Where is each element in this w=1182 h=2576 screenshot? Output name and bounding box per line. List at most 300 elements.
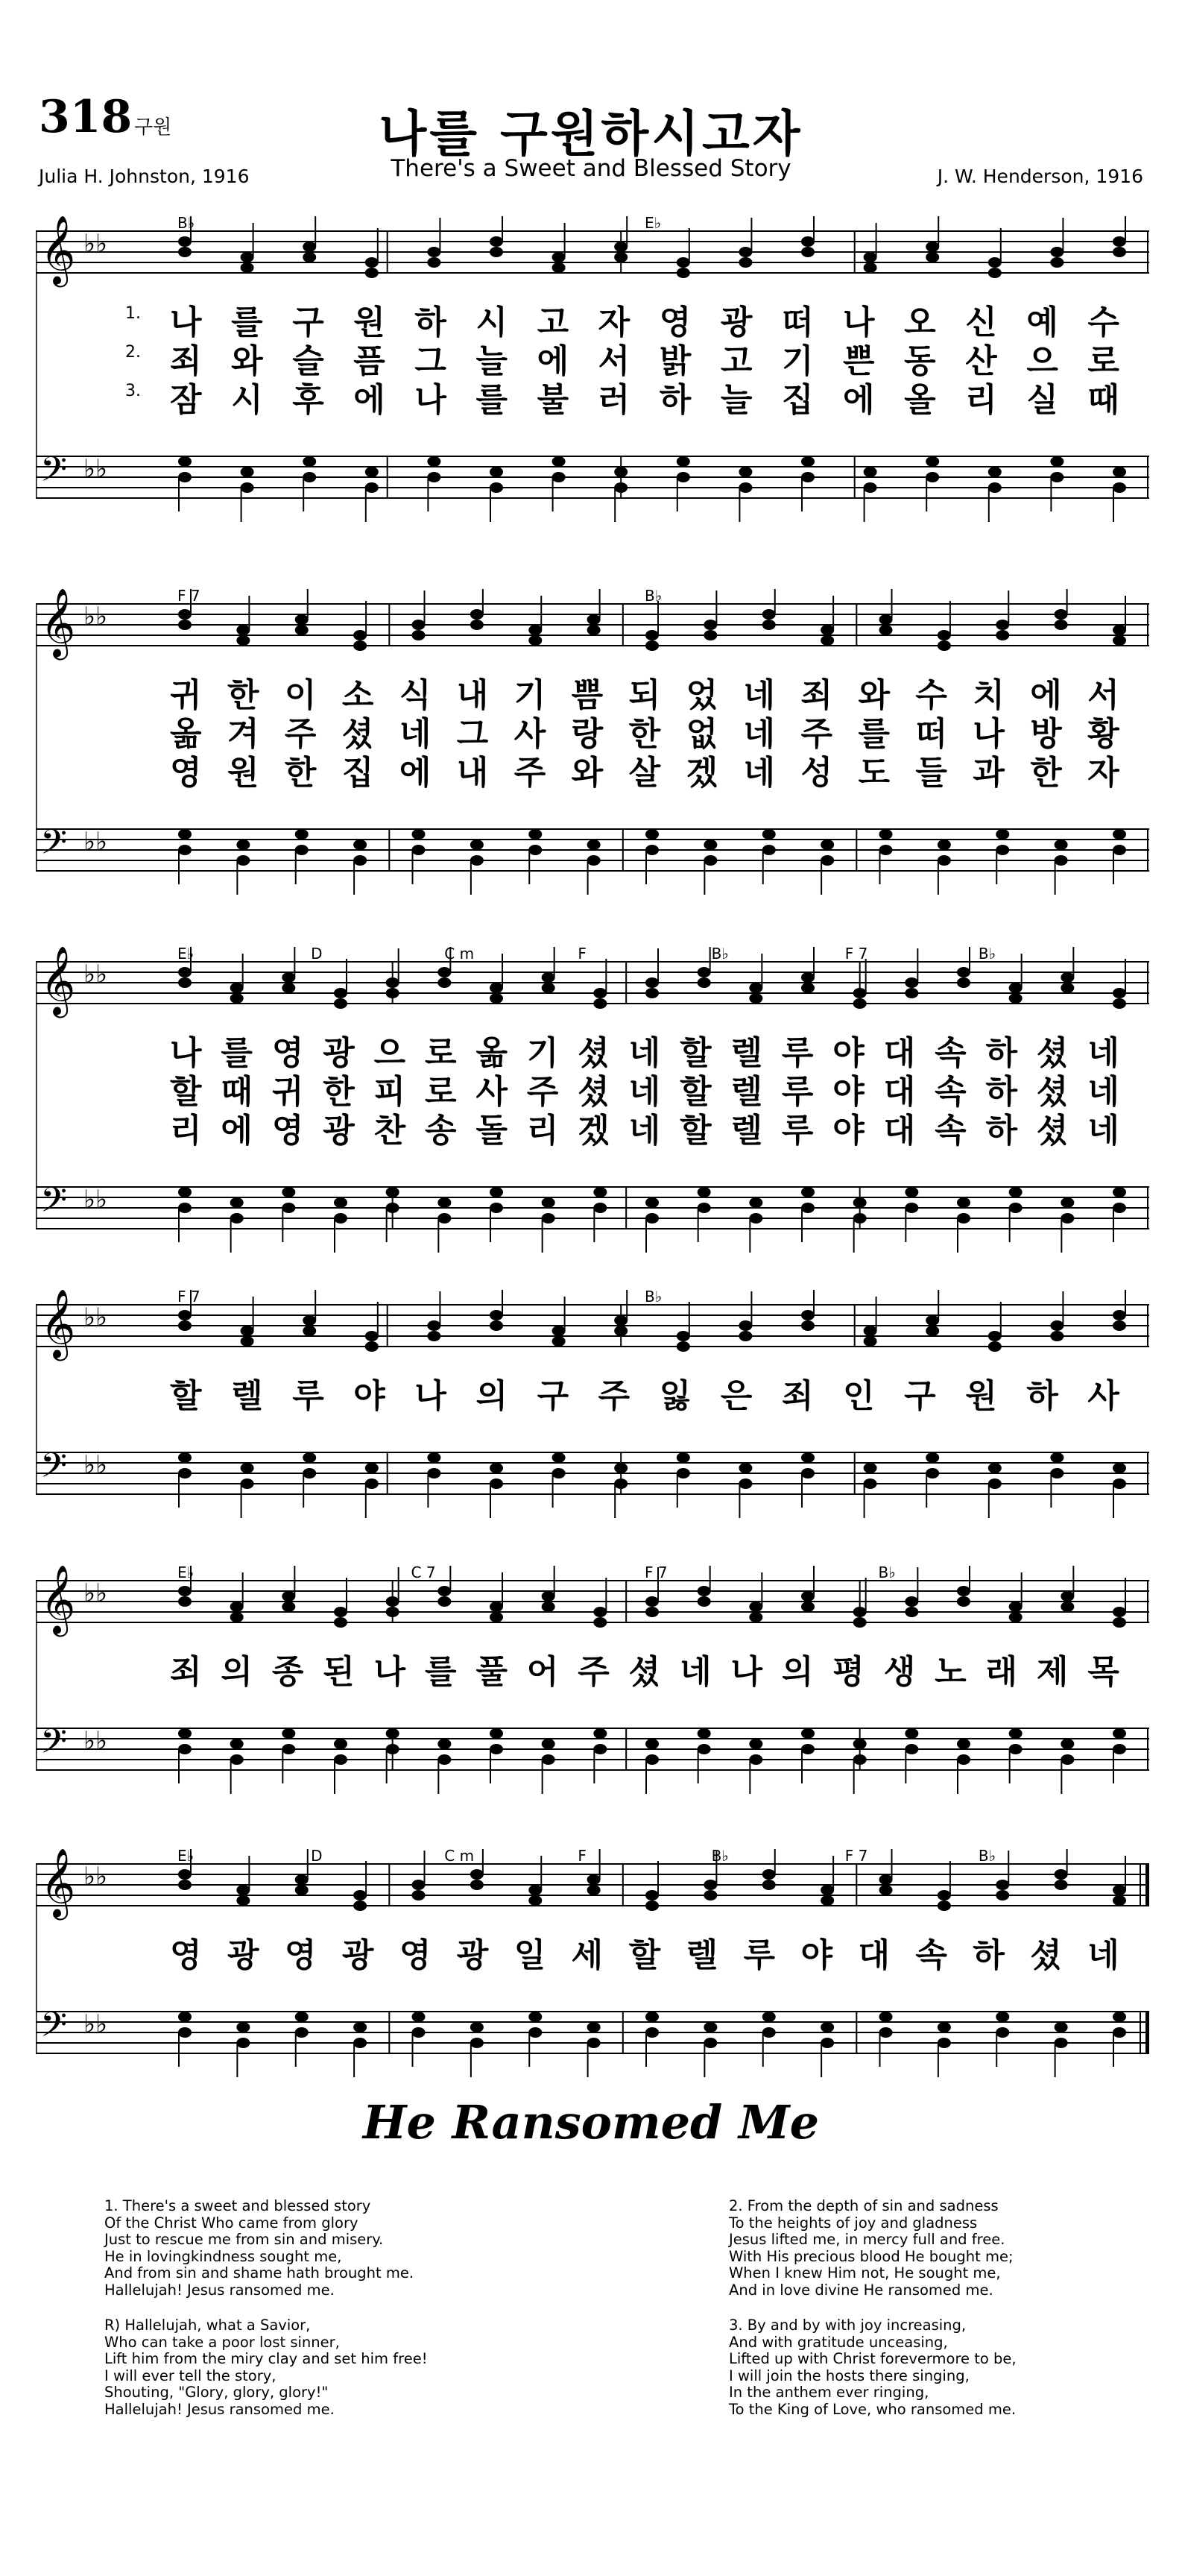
tenor-notehead — [1113, 829, 1126, 840]
lyric-syllable: 영 — [659, 303, 692, 341]
alto-notehead — [821, 1895, 834, 1906]
tenor-notehead — [879, 2012, 893, 2022]
verse-number: 2. — [125, 343, 141, 362]
key-signature-flats: ♭♭ — [83, 1726, 108, 1756]
melody-notehead — [879, 1874, 893, 1885]
melody-notehead — [427, 1320, 440, 1331]
tenor-notehead — [552, 1452, 566, 1463]
melody-notehead — [437, 967, 451, 977]
bass-notehead — [801, 1203, 815, 1213]
chord-symbol: E♭ — [177, 1566, 195, 1581]
key-signature-flats: ♭♭ — [83, 1862, 108, 1892]
bass-notehead — [353, 2038, 367, 2048]
lyric-syllable: 원 — [353, 303, 385, 341]
chord-symbol: F 7 — [645, 1566, 668, 1581]
chord-symbol: B♭ — [978, 947, 996, 963]
lyric-syllable: 예 — [1026, 303, 1058, 341]
lyric-syllable: 하 — [659, 381, 692, 419]
bass-notehead — [801, 472, 815, 482]
lyric-syllable: 산 — [965, 342, 997, 380]
bass-notehead — [303, 472, 316, 482]
bass-notehead — [178, 472, 192, 482]
melody-notehead — [645, 1890, 659, 1900]
alto-notehead — [303, 1326, 316, 1336]
alto-notehead — [282, 983, 295, 993]
alto-notehead — [645, 1607, 659, 1617]
lyric-syllable: 에 — [537, 342, 569, 380]
chord-symbol: F 7 — [844, 947, 868, 963]
tenor-notehead — [864, 1463, 877, 1473]
melody-notehead — [1009, 1602, 1023, 1612]
melody-notehead — [1113, 236, 1126, 247]
tenor-notehead — [645, 829, 659, 840]
melody-notehead — [1113, 1885, 1126, 1895]
lyric-syllable: 사 — [1087, 1377, 1119, 1415]
stanza-line: Of the Christ Who came from glory — [104, 2214, 358, 2232]
bass-notehead — [470, 855, 484, 866]
lyric-syllable: 귀 — [170, 676, 202, 714]
bass-notehead — [490, 1203, 503, 1213]
melody-notehead — [178, 609, 192, 620]
lyric-syllable: 주 — [513, 754, 546, 792]
alto-notehead — [334, 1617, 347, 1628]
bass-notehead — [542, 1213, 555, 1224]
lyric-line — [170, 1928, 1119, 1976]
lyric-syllable: 야 — [832, 1112, 865, 1150]
melody-notehead — [801, 972, 815, 983]
tenor-notehead — [996, 2012, 1009, 2022]
lyric-syllable: 와 — [858, 676, 890, 714]
tenor-notehead — [528, 2012, 542, 2022]
melody-notehead — [178, 1869, 192, 1880]
tenor-notehead — [739, 1463, 752, 1473]
alto-notehead — [437, 977, 451, 988]
lyric-syllable: 한 — [227, 676, 259, 714]
melody-notehead — [490, 1310, 503, 1320]
alto-notehead — [801, 1602, 815, 1612]
tenor-notehead — [412, 829, 426, 840]
lyric-syllable: 에 — [399, 754, 432, 792]
lyric-syllable: 대 — [858, 1936, 890, 1974]
melody-notehead — [1113, 988, 1126, 998]
lyric-syllable: 귀 — [271, 1073, 304, 1111]
lyric-syllable: 속 — [935, 1034, 967, 1072]
alto-notehead — [241, 1336, 254, 1347]
alto-notehead — [178, 247, 192, 257]
melody-notehead — [704, 620, 717, 630]
tenor-notehead — [241, 467, 254, 477]
melody-notehead — [178, 236, 192, 247]
tenor-notehead — [178, 1728, 192, 1739]
tenor-notehead — [587, 840, 601, 850]
tenor-notehead — [801, 1728, 815, 1739]
hymn-subtitle: There's a Sweet and Blessed Story — [391, 155, 791, 182]
bass-notehead — [938, 2038, 951, 2048]
bass-notehead — [334, 1754, 347, 1765]
tenor-notehead — [470, 840, 484, 850]
melody-notehead — [587, 1874, 601, 1885]
treble-clef: 𝄞 — [40, 1290, 76, 1358]
lyric-syllable: 랑 — [571, 715, 604, 753]
lyric-syllable: 에 — [353, 381, 385, 419]
lyric-syllable: 기 — [781, 342, 814, 380]
lyric-syllable: 하 — [985, 1073, 1018, 1111]
alto-notehead — [1113, 1617, 1126, 1628]
tenor-notehead — [1050, 1452, 1064, 1463]
melody-notehead — [905, 1596, 918, 1607]
alto-notehead — [1113, 998, 1126, 1009]
stanza-line: To the King of Love, who ransomed me. — [729, 2400, 1017, 2418]
lyric-syllable: 도 — [858, 754, 890, 792]
bass-clef: 𝄢 — [40, 1180, 68, 1229]
lyric-syllable: 리 — [965, 381, 997, 419]
lyric-syllable: 하 — [985, 1034, 1018, 1072]
tenor-notehead — [821, 2022, 834, 2032]
lyric-syllable: 노 — [935, 1653, 967, 1691]
tenor-notehead — [178, 829, 192, 840]
tenor-notehead — [1113, 2012, 1126, 2022]
tenor-notehead — [1009, 1728, 1023, 1739]
tenor-notehead — [905, 1187, 918, 1197]
alto-notehead — [1113, 1895, 1126, 1906]
bass-notehead — [645, 1754, 659, 1765]
melody-notehead — [698, 967, 711, 977]
bass-notehead — [1113, 482, 1126, 493]
tenor-notehead — [1113, 467, 1126, 477]
tenor-notehead — [879, 829, 893, 840]
bass-notehead — [230, 1213, 244, 1224]
lyric-syllable: 떠 — [781, 303, 814, 341]
lyric-syllable: 래 — [985, 1653, 1018, 1691]
lyric-syllable: 그 — [414, 342, 446, 380]
melody-notehead — [427, 247, 440, 257]
alto-notehead — [334, 998, 347, 1009]
bass-notehead — [749, 1754, 762, 1765]
lyric-syllable: 쁜 — [843, 342, 875, 380]
tenor-notehead — [295, 2012, 309, 2022]
melody-notehead — [236, 1885, 250, 1895]
bass-notehead — [241, 1478, 254, 1489]
alto-notehead — [1055, 1880, 1068, 1890]
lyric-syllable: 고 — [537, 303, 569, 341]
melody-notehead — [1055, 1869, 1068, 1880]
lyric-syllable: 광 — [227, 1936, 259, 1974]
lyric-syllable: 겠 — [686, 754, 718, 792]
alto-notehead — [230, 993, 244, 1004]
chord-symbol: B♭ — [978, 1849, 996, 1865]
lyric-syllable: 주 — [284, 715, 317, 753]
bass-notehead — [938, 855, 951, 866]
alto-notehead — [528, 635, 542, 646]
lyric-syllable: 속 — [935, 1073, 967, 1111]
melody-notehead — [1050, 1320, 1064, 1331]
lyric-syllable: 목 — [1087, 1653, 1119, 1691]
tenor-notehead — [704, 840, 717, 850]
lyric-syllable: 오 — [904, 303, 936, 341]
alto-notehead — [295, 625, 309, 635]
bass-notehead — [412, 845, 426, 855]
lyric-syllable: 한 — [1030, 754, 1062, 792]
lyric-syllable: 셨 — [1036, 1034, 1069, 1072]
lyric-syllable: 나 — [414, 1377, 446, 1415]
tenor-notehead — [988, 1463, 1002, 1473]
chord-symbol: D — [311, 1849, 323, 1865]
lyric-syllable: 나 — [730, 1653, 762, 1691]
lyric-syllable: 나 — [170, 1034, 202, 1072]
lyric-syllable: 송 — [425, 1112, 457, 1150]
lyric-syllable: 수 — [915, 676, 947, 714]
tenor-notehead — [677, 1452, 690, 1463]
lyric-syllable: 할 — [680, 1034, 712, 1072]
lyric-syllable: 렐 — [730, 1112, 762, 1150]
lyric-line — [125, 373, 1119, 421]
melody-notehead — [677, 1331, 690, 1341]
lyric-syllable: 한 — [284, 754, 317, 792]
bass-notehead — [1061, 1213, 1074, 1224]
lyric-syllable: 겠 — [578, 1112, 610, 1150]
tenor-notehead — [926, 1452, 939, 1463]
melody-notehead — [236, 625, 250, 635]
hymn-category: 구원 — [134, 116, 172, 139]
bass-notehead — [645, 845, 659, 855]
tenor-notehead — [427, 456, 440, 467]
lyric-syllable: 한 — [323, 1073, 355, 1111]
chord-symbol: B♭ — [645, 589, 663, 605]
alto-notehead — [1009, 993, 1023, 1004]
lyric-syllable: 를 — [425, 1653, 457, 1691]
lyric-syllable: 광 — [456, 1936, 489, 1974]
tenor-notehead — [1113, 1463, 1126, 1473]
lyric-syllable: 광 — [323, 1112, 355, 1150]
alto-notehead — [749, 1612, 762, 1622]
bass-notehead — [490, 1744, 503, 1754]
alto-notehead — [905, 1607, 918, 1617]
alto-notehead — [490, 247, 503, 257]
tenor-notehead — [542, 1739, 555, 1749]
tenor-notehead — [739, 467, 752, 477]
melody-notehead — [295, 1874, 309, 1885]
chord-symbol: F 7 — [844, 1849, 868, 1865]
lyric-line — [170, 1369, 1119, 1417]
melody-notehead — [437, 1586, 451, 1596]
lyric-syllable: 집 — [341, 754, 374, 792]
english-stanza-1 — [104, 2198, 414, 2299]
lyric-syllable: 들 — [915, 754, 947, 792]
lyric-syllable: 네 — [628, 1073, 661, 1111]
tenor-notehead — [178, 2012, 192, 2022]
chord-symbol: B♭ — [711, 1849, 729, 1865]
lyric-syllable: 겨 — [227, 715, 259, 753]
lyric-syllable: 할 — [680, 1073, 712, 1111]
melody-notehead — [552, 1326, 566, 1336]
tenor-notehead — [821, 840, 834, 850]
lyric-syllable: 속 — [935, 1112, 967, 1150]
bass-notehead — [988, 482, 1002, 493]
stanza-line: In the anthem ever ringing, — [729, 2384, 929, 2401]
melody-notehead — [645, 977, 659, 988]
lyric-syllable: 나 — [414, 381, 446, 419]
melody-notehead — [801, 236, 815, 247]
alto-notehead — [470, 620, 484, 630]
lyric-line — [170, 1103, 1119, 1151]
alto-notehead — [1009, 1612, 1023, 1622]
bass-notehead — [365, 482, 379, 493]
tenor-notehead — [353, 2022, 367, 2032]
lyric-syllable: 생 — [883, 1653, 916, 1691]
score-system — [36, 1849, 1149, 2083]
lyric-syllable: 올 — [904, 381, 936, 419]
alto-notehead — [490, 1320, 503, 1331]
lyric-syllable: 하 — [414, 303, 446, 341]
lyric-syllable: 떠 — [915, 715, 947, 753]
english-stanza-2 — [729, 2198, 1014, 2299]
tenor-notehead — [905, 1728, 918, 1739]
lyric-syllable: 대 — [883, 1112, 916, 1150]
melody-notehead — [996, 620, 1009, 630]
stanza-line: Lifted up with Christ forevermore to be, — [729, 2350, 1017, 2367]
tenor-notehead — [437, 1197, 451, 1208]
tenor-notehead — [988, 467, 1002, 477]
score-system — [36, 589, 1149, 901]
melody-notehead — [334, 988, 347, 998]
melody-notehead — [762, 1869, 776, 1880]
melody-notehead — [801, 1591, 815, 1602]
stanza-line: When I knew Him not, He sought me, — [729, 2264, 1001, 2281]
lyric-syllable: 구 — [904, 1377, 936, 1415]
alto-notehead — [427, 257, 440, 268]
alto-notehead — [905, 988, 918, 998]
bass-notehead — [528, 845, 542, 855]
lyric-syllable: 하 — [1026, 1377, 1058, 1415]
stanza-line: 3. By and by with joy increasing, — [729, 2317, 967, 2334]
melody-notehead — [365, 257, 379, 268]
tenor-notehead — [749, 1197, 762, 1208]
bass-notehead — [762, 845, 776, 855]
lyric-syllable: 네 — [1087, 1112, 1119, 1150]
hymn-title: 나를 구원하시고자 — [379, 105, 803, 163]
alto-notehead — [739, 257, 752, 268]
key-signature-flats: ♭♭ — [83, 1185, 108, 1215]
bass-notehead — [1113, 1744, 1126, 1754]
alto-notehead — [749, 993, 762, 1004]
alto-notehead — [879, 625, 893, 635]
tenor-notehead — [704, 2022, 717, 2032]
lyric-syllable: 셨 — [1030, 1936, 1062, 1974]
treble-clef: 𝄞 — [40, 947, 76, 1015]
key-signature-flats: ♭♭ — [83, 1450, 108, 1480]
melody-notehead — [957, 967, 970, 977]
lyric-syllable: 네 — [628, 1034, 661, 1072]
alto-notehead — [762, 1880, 776, 1890]
lyric-syllable: 에 — [221, 1112, 253, 1150]
melody-notehead — [749, 1602, 762, 1612]
bass-notehead — [282, 1744, 295, 1754]
bass-notehead — [1009, 1744, 1023, 1754]
bass-notehead — [1113, 2027, 1126, 2038]
bass-notehead — [178, 1203, 192, 1213]
melody-notehead — [996, 1880, 1009, 1890]
alto-notehead — [542, 1602, 555, 1612]
stanza-line: And with gratitude unceasing, — [729, 2333, 948, 2351]
stanza-line: Hallelujah! Jesus ransomed me. — [104, 2281, 335, 2299]
lyric-syllable: 옮 — [170, 715, 202, 753]
bass-notehead — [645, 1213, 659, 1224]
lyric-syllable: 의 — [221, 1653, 253, 1691]
bass-notehead — [1055, 855, 1068, 866]
alto-notehead — [353, 1900, 367, 1911]
tenor-notehead — [698, 1728, 711, 1739]
tenor-notehead — [762, 2012, 776, 2022]
alto-notehead — [437, 1596, 451, 1607]
lyric-syllable: 되 — [628, 676, 661, 714]
bass-clef: 𝄢 — [40, 822, 68, 871]
bass-notehead — [236, 2038, 250, 2048]
stanza-line: Hallelujah! Jesus ransomed me. — [104, 2400, 335, 2418]
key-signature-flats: ♭♭ — [83, 1578, 108, 1608]
treble-clef: 𝄞 — [40, 1849, 76, 1917]
lyric-syllable: 대 — [883, 1034, 916, 1072]
bass-notehead — [1113, 1478, 1126, 1489]
bass-notehead — [1050, 472, 1064, 482]
alto-notehead — [821, 635, 834, 646]
bass-notehead — [412, 2027, 426, 2038]
treble-clef: 𝄞 — [40, 216, 76, 284]
melody-notehead — [988, 257, 1002, 268]
alto-notehead — [552, 1336, 566, 1347]
tenor-notehead — [542, 1197, 555, 1208]
bass-notehead — [821, 855, 834, 866]
alto-notehead — [470, 1880, 484, 1890]
alto-notehead — [996, 1890, 1009, 1900]
bass-notehead — [593, 1744, 607, 1754]
bass-notehead — [303, 1468, 316, 1478]
stanza-line: He in lovingkindness sought me, — [104, 2247, 342, 2265]
key-signature-flats: ♭♭ — [83, 960, 108, 989]
lyric-syllable: 할 — [170, 1377, 202, 1415]
bass-notehead — [437, 1754, 451, 1765]
chord-symbol: F 7 — [177, 1290, 200, 1306]
melody-notehead — [1009, 983, 1023, 993]
chord-symbol: E♭ — [177, 1849, 195, 1865]
english-stanza-3 — [729, 2317, 1017, 2418]
chord-symbol: E♭ — [177, 947, 195, 963]
melody-notehead — [645, 1596, 659, 1607]
bass-notehead — [704, 2038, 717, 2048]
tenor-notehead — [303, 456, 316, 467]
lyric-syllable: 네 — [680, 1653, 712, 1691]
lyric-syllable: 에 — [1030, 676, 1062, 714]
lyric-syllable: 돌 — [475, 1112, 508, 1150]
stanza-line: 1. There's a sweet and blessed story — [104, 2197, 371, 2214]
lyric-syllable: 네 — [399, 715, 432, 753]
bass-notehead — [801, 1744, 815, 1754]
melody-notehead — [864, 1326, 877, 1336]
tenor-notehead — [1055, 2022, 1068, 2032]
bass-notehead — [587, 2038, 601, 2048]
bass-notehead — [178, 845, 192, 855]
tenor-notehead — [749, 1739, 762, 1749]
alto-notehead — [957, 977, 970, 988]
bass-clef: 𝄢 — [40, 1722, 68, 1770]
melody-notehead — [334, 1607, 347, 1617]
alto-notehead — [1113, 1320, 1126, 1331]
key-signature-flats: ♭♭ — [83, 827, 108, 857]
tenor-notehead — [230, 1197, 244, 1208]
bass-notehead — [427, 1468, 440, 1478]
alto-notehead — [528, 1895, 542, 1906]
tenor-notehead — [236, 2022, 250, 2032]
alto-notehead — [864, 262, 877, 273]
